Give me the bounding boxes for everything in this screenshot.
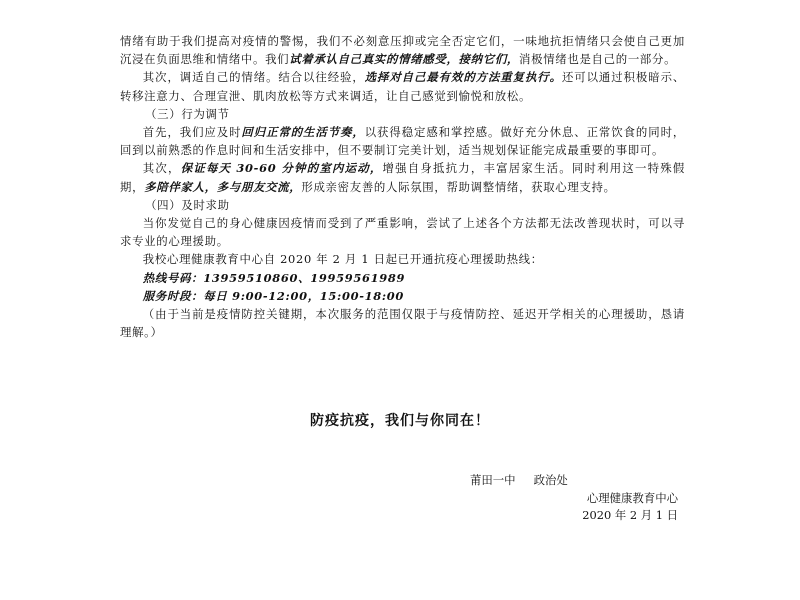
emphasis-text: 多陪伴家人，多与朋友交流， [144, 179, 302, 194]
paragraph-text: 还可以通过积极暗示、转移注意力、合理宣泄、肌肉放松等方式来调适，让自己感觉到愉悦和放松。 [120, 70, 685, 103]
signature-office: 政治处 [533, 473, 568, 487]
paragraph-text: 其次，调适自己的情绪。结合以往经验， [142, 70, 365, 85]
emphasis-text: 试着承认自己真实的情绪感受，接纳它们， [289, 52, 520, 67]
emphasis-text: 回归正常的生活节奏， [241, 125, 365, 140]
paragraph-text: 首先，我们应及时 [142, 125, 242, 140]
paragraph-seek-help: 当你发觉自己的身心健康因疫情而受到了严重影响，尝试了上述各个方法都无法改善现状时，可以寻求专业的心理援助。 [120, 216, 685, 249]
signature-line-org [448, 472, 678, 490]
paragraph-text: 形成亲密友善的人际氛围，帮助调整情绪，获取心理支持。 [301, 179, 616, 194]
paragraph-emotion-acceptance [120, 32, 685, 68]
signature-block [448, 472, 678, 525]
emphasis-text: 选择对自己最有效的方法重复执行。 [364, 70, 562, 85]
paragraph-text: 消极情绪也是自己的一部分。 [519, 52, 677, 67]
section-heading-help: （四）及时求助 [145, 197, 230, 212]
service-note: （由于当前是疫情防控关键期，本次服务的范围仅限于与疫情防控、延迟开学相关的心理援助，恳请理解。） [120, 307, 685, 340]
signature-school: 莆田一中 [470, 473, 516, 487]
paragraph-text: 以获得稳定感和掌控感。做好充分休息、正常饮食的同时，回到以前熟悉的作息时间和生活安排中，但不要制订完美计划，适当规划保证能完成最重要的事即可。 [120, 125, 685, 158]
signature-date: 2020 年 2 月 1 日 [582, 508, 678, 523]
paragraph-emotion-adjustment [120, 68, 685, 104]
paragraph-text: 情绪有助于我们提高对疫情的警惕，我们不必刻意压抑或完全否定它们，一味地抗拒情绪只会使自己更加沉浸在负面思维和情绪中。我们 [120, 34, 685, 67]
section-heading-behavior: （三）行为调节 [145, 106, 230, 121]
signature-center: 心理健康教育中心 [586, 490, 678, 505]
paragraph-routine [120, 123, 685, 159]
hotline-numbers: 热线号码：13959510860、19959561989 [142, 270, 406, 285]
service-hours: 服务时段：每日 9:00-12:00，15:00-18:00 [142, 288, 405, 303]
emphasis-text: 保证每天 30-60 分钟的室内运动， [180, 161, 383, 176]
paragraph-hotline-intro: 我校心理健康教育中心自 2020 年 2 月 1 日起已开通抗疫心理援助热线： [142, 252, 543, 267]
paragraph-text: 其次， [142, 161, 181, 176]
document-body [120, 32, 685, 341]
paragraph-exercise [120, 159, 685, 195]
paragraph-text: 增强自身抵抗力，丰富居家生活。同时利用这一特殊假期， [120, 161, 685, 194]
slogan: 防疫抗疫，我们与你同在！ [310, 413, 490, 429]
